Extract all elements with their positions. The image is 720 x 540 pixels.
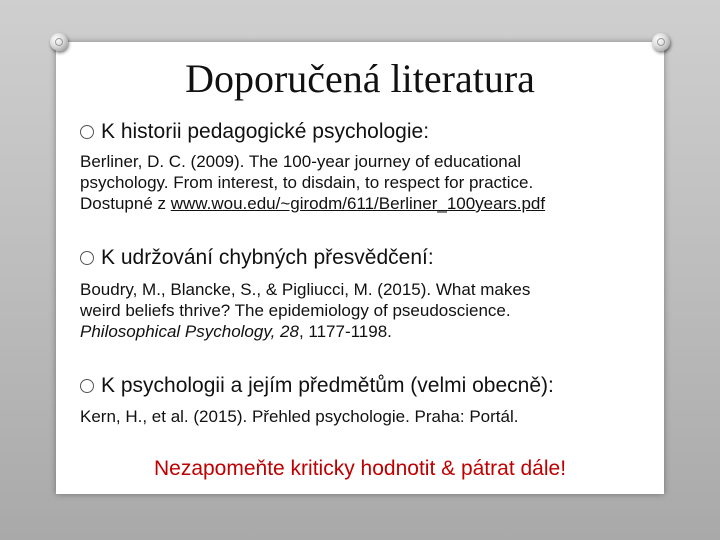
bullet-circle-icon (80, 379, 94, 393)
journal-volume: 28 (280, 322, 299, 341)
pushpin-icon (50, 33, 68, 51)
section-heading: K psychologii a jejím předmětům (velmi obecně): (80, 373, 554, 399)
slide-title: Doporučená literatura (185, 56, 535, 101)
section-heading: K historii pedagogické psychologie: (80, 119, 429, 145)
footer-note: Nezapomeňte kriticky hodnotit & pátrat dále! (153, 457, 567, 480)
reference: Kern, H., et al. (2015). Přehled psychologie. Praha: Portál. (80, 407, 519, 426)
section-heading: K udržování chybných přesvědčení: (80, 245, 434, 271)
journal-name: Philosophical Psychology (80, 322, 271, 341)
reference-link[interactable]: www.wou.edu/~girodm/611/Berliner_100years.pdf (170, 194, 546, 213)
bullet-circle-icon (80, 251, 94, 265)
reference: Berliner, D. C. (2009). The 100-year journey of educational psychology. From interest, to disdain, to respect for practice. Dostupné z www.wou.edu/~girodm/611/Berliner_100years.pdf (80, 152, 546, 213)
reference: Boudry, M., Blancke, S., & Pigliucci, M. (2015). What makes weird beliefs thrive? The epidemiology of pseudoscience. Philosophical Psychology, 28, 1177-1198. (80, 280, 531, 341)
pushpin-icon (652, 33, 670, 51)
bullet-circle-icon (80, 125, 94, 139)
